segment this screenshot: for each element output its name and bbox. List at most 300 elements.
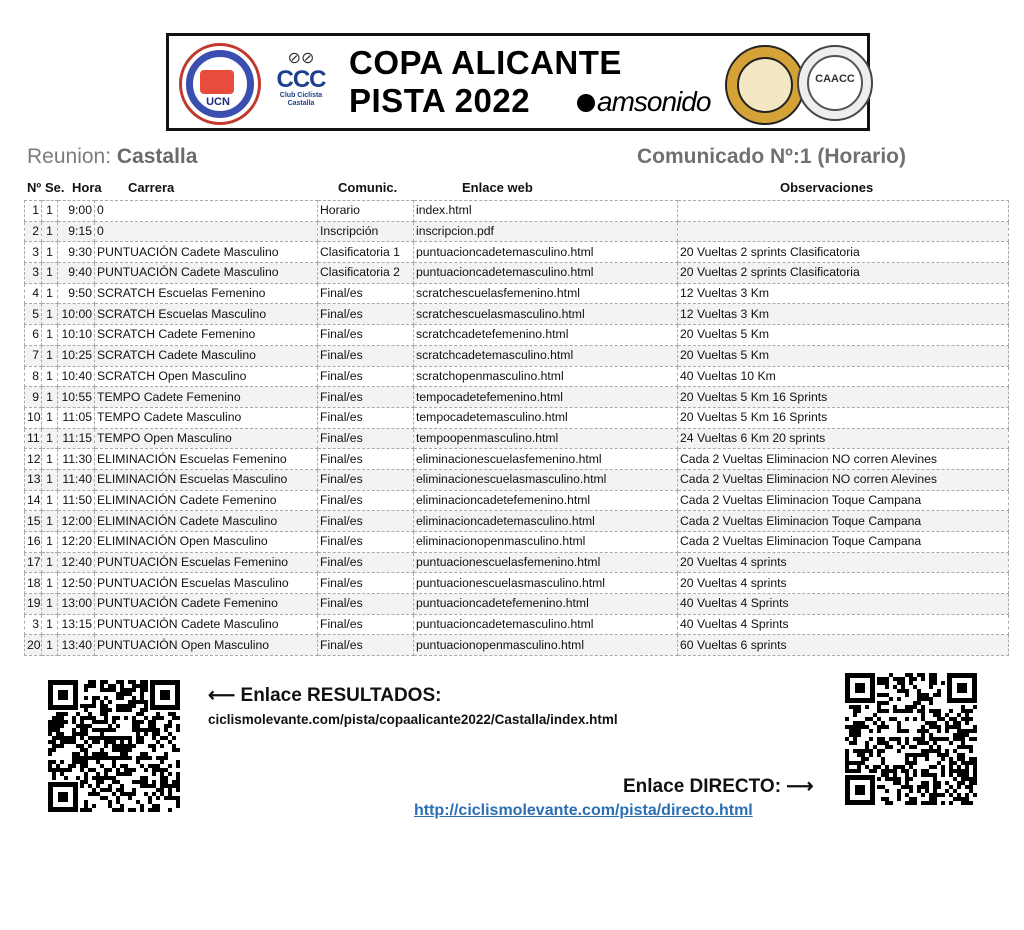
row-num: 10 — [25, 407, 42, 428]
row-session: 1 — [42, 201, 58, 222]
qr-module — [853, 713, 857, 717]
sponsor-logo — [577, 86, 710, 118]
table-row — [25, 345, 1009, 366]
qr-module — [152, 748, 156, 752]
row-observaciones: 20 Vueltas 5 Km — [678, 345, 1009, 366]
row-carrera: PUNTUACIÓN Escuelas Masculino — [95, 573, 318, 594]
row-observaciones: Cada 2 Vueltas Eliminacion NO corren Alevines — [678, 449, 1009, 470]
row-carrera: ELIMINACIÓN Cadete Masculino — [95, 511, 318, 532]
qr-module — [144, 708, 148, 712]
row-carrera: SCRATCH Open Masculino — [95, 366, 318, 387]
row-carrera: ELIMINACIÓN Open Masculino — [95, 532, 318, 553]
row-num: 12 — [25, 449, 42, 470]
row-enlace[interactable]: index.html — [414, 201, 678, 222]
qr-module — [929, 685, 933, 689]
ccc-logo-sub: Club Ciclista Castalla — [279, 92, 323, 107]
qr-module — [144, 688, 148, 692]
row-comunicado: Final/es — [318, 428, 414, 449]
row-enlace[interactable]: eliminacioncadetemasculino.html — [414, 511, 678, 532]
row-carrera: TEMPO Cadete Femenino — [95, 387, 318, 408]
resultados-qr-code[interactable] — [48, 680, 180, 812]
row-carrera: SCRATCH Cadete Masculino — [95, 345, 318, 366]
row-observaciones: Cada 2 Vueltas Eliminacion NO corren Alevines — [678, 469, 1009, 490]
qr-module — [88, 808, 92, 812]
row-enlace[interactable]: puntuacionopenmasculino.html — [414, 635, 678, 656]
qr-module — [913, 761, 917, 765]
qr-module — [969, 749, 973, 753]
qr-module — [152, 772, 156, 776]
ccc-logo — [273, 48, 329, 108]
qr-module — [941, 793, 945, 797]
qr-module — [52, 776, 56, 780]
qr-finder-icon — [48, 782, 78, 812]
qr-module — [176, 716, 180, 720]
table-row — [25, 594, 1009, 615]
qr-module — [857, 733, 861, 737]
row-enlace[interactable]: scratchopenmasculino.html — [414, 366, 678, 387]
row-observaciones: 20 Vueltas 4 sprints — [678, 573, 1009, 594]
qr-module — [160, 716, 164, 720]
qr-module — [144, 732, 148, 736]
qr-module — [140, 720, 144, 724]
row-enlace[interactable]: inscripcion.pdf — [414, 221, 678, 242]
qr-module — [60, 760, 64, 764]
qr-module — [865, 757, 869, 761]
row-hora: 12:40 — [58, 552, 95, 573]
qr-module — [897, 749, 901, 753]
row-observaciones: 20 Vueltas 2 sprints Clasificatoria — [678, 263, 1009, 284]
qr-module — [140, 808, 144, 812]
col-header-hora: Hora — [72, 180, 102, 195]
row-carrera: SCRATCH Escuelas Masculino — [95, 304, 318, 325]
col-header-comunic: Comunic. — [338, 180, 398, 195]
table-row — [25, 325, 1009, 346]
row-comunicado: Final/es — [318, 532, 414, 553]
row-session: 1 — [42, 221, 58, 242]
directo-label: Enlace DIRECTO: ⟶ — [623, 776, 814, 797]
row-num: 20 — [25, 635, 42, 656]
col-header-observaciones: Observaciones — [780, 180, 874, 195]
qr-module — [176, 804, 180, 808]
qr-module — [176, 764, 180, 768]
qr-module — [176, 748, 180, 752]
row-num: 17 — [25, 552, 42, 573]
qr-module — [929, 701, 933, 705]
row-comunicado: Final/es — [318, 511, 414, 532]
qr-module — [100, 780, 104, 784]
qr-module — [84, 688, 88, 692]
qr-module — [168, 772, 172, 776]
row-session: 1 — [42, 449, 58, 470]
table-row — [25, 635, 1009, 656]
qr-module — [92, 684, 96, 688]
table-row — [25, 469, 1009, 490]
row-num: 18 — [25, 573, 42, 594]
qr-finder-icon — [150, 680, 180, 710]
row-hora: 12:00 — [58, 511, 95, 532]
row-observaciones: 40 Vueltas 4 Sprints — [678, 614, 1009, 635]
qr-module — [949, 741, 953, 745]
qr-module — [957, 785, 961, 789]
row-enlace[interactable]: scratchcadetefemenino.html — [414, 325, 678, 346]
qr-module — [909, 789, 913, 793]
row-carrera: ELIMINACIÓN Escuelas Masculino — [95, 469, 318, 490]
qr-module — [905, 693, 909, 697]
table-row — [25, 573, 1009, 594]
qr-module — [48, 752, 52, 756]
qr-module — [869, 737, 873, 741]
qr-module — [116, 716, 120, 720]
qr-module — [941, 801, 945, 805]
row-carrera: PUNTUACIÓN Cadete Masculino — [95, 614, 318, 635]
qr-module — [897, 697, 901, 701]
comunicado-heading: Comunicado Nº:1 (Horario) — [636, 145, 906, 168]
qr-module — [853, 741, 857, 745]
qr-module — [128, 796, 132, 800]
qr-module — [889, 801, 893, 805]
row-session: 1 — [42, 366, 58, 387]
row-num: 9 — [25, 387, 42, 408]
qr-module — [128, 708, 132, 712]
qr-module — [869, 753, 873, 757]
qr-module — [132, 768, 136, 772]
table-row — [25, 532, 1009, 553]
qr-module — [128, 756, 132, 760]
row-comunicado: Final/es — [318, 449, 414, 470]
qr-module — [873, 769, 877, 773]
row-hora: 11:40 — [58, 469, 95, 490]
row-enlace[interactable]: puntuacioncadetemasculino.html — [414, 263, 678, 284]
row-comunicado: Horario — [318, 201, 414, 222]
qr-module — [913, 745, 917, 749]
row-num: 2 — [25, 221, 42, 242]
qr-module — [857, 769, 861, 773]
reunion-label: Reunion: — [27, 145, 112, 168]
qr-module — [933, 765, 937, 769]
qr-module — [144, 768, 148, 772]
qr-finder-icon — [48, 680, 78, 710]
row-comunicado: Final/es — [318, 407, 414, 428]
row-enlace[interactable]: tempocadetefemenino.html — [414, 387, 678, 408]
row-enlace[interactable]: scratchcadetemasculino.html — [414, 345, 678, 366]
row-session: 1 — [42, 283, 58, 304]
row-observaciones: 20 Vueltas 5 Km — [678, 325, 1009, 346]
row-hora: 10:10 — [58, 325, 95, 346]
row-hora: 11:50 — [58, 490, 95, 511]
qr-module — [112, 728, 116, 732]
directo-url[interactable]: http://ciclismolevante.com/pista/directo.html — [414, 802, 753, 819]
qr-module — [941, 757, 945, 761]
row-hora: 10:55 — [58, 387, 95, 408]
qr-module — [132, 704, 136, 708]
row-num: 6 — [25, 325, 42, 346]
qr-module — [973, 705, 977, 709]
qr-module — [176, 728, 180, 732]
ccc-logo-name: CCC — [276, 66, 326, 93]
qr-module — [108, 700, 112, 704]
qr-module — [973, 737, 977, 741]
row-session: 1 — [42, 594, 58, 615]
qr-module — [72, 764, 76, 768]
qr-module — [881, 749, 885, 753]
qr-module — [905, 729, 909, 733]
row-hora: 10:25 — [58, 345, 95, 366]
col-header-carrera: Carrera — [128, 180, 175, 195]
row-carrera: ELIMINACIÓN Escuelas Femenino — [95, 449, 318, 470]
row-comunicado: Final/es — [318, 283, 414, 304]
row-session: 1 — [42, 511, 58, 532]
qr-module — [52, 748, 56, 752]
qr-module — [949, 709, 953, 713]
row-num: 19 — [25, 594, 42, 615]
qr-module — [933, 681, 937, 685]
row-num: 3 — [25, 614, 42, 635]
qr-module — [68, 768, 72, 772]
qr-module — [156, 808, 160, 812]
qr-module — [176, 788, 180, 792]
row-observaciones: Cada 2 Vueltas Eliminacion Toque Campana — [678, 490, 1009, 511]
row-comunicado: Final/es — [318, 345, 414, 366]
row-hora: 12:20 — [58, 532, 95, 553]
row-observaciones: 40 Vueltas 4 Sprints — [678, 594, 1009, 615]
row-carrera: 0 — [95, 201, 318, 222]
qr-module — [877, 729, 881, 733]
row-session: 1 — [42, 469, 58, 490]
row-num: 5 — [25, 304, 42, 325]
row-comunicado: Clasificatoria 2 — [318, 263, 414, 284]
qr-module — [160, 744, 164, 748]
qr-module — [865, 705, 869, 709]
qr-module — [164, 756, 168, 760]
row-carrera: 0 — [95, 221, 318, 242]
qr-module — [889, 697, 893, 701]
qr-module — [909, 709, 913, 713]
table-row — [25, 407, 1009, 428]
row-comunicado: Final/es — [318, 325, 414, 346]
row-session: 1 — [42, 263, 58, 284]
table-row — [25, 201, 1009, 222]
qr-module — [88, 744, 92, 748]
row-observaciones: 20 Vueltas 4 sprints — [678, 552, 1009, 573]
col-header-se: Se. — [45, 180, 65, 195]
qr-module — [921, 793, 925, 797]
row-enlace[interactable]: tempocadetemasculino.html — [414, 407, 678, 428]
row-enlace[interactable]: puntuacioncadetemasculino.html — [414, 614, 678, 635]
row-enlace[interactable]: scratchescuelasfemenino.html — [414, 283, 678, 304]
row-comunicado: Final/es — [318, 552, 414, 573]
qr-module — [897, 797, 901, 801]
qr-module — [969, 709, 973, 713]
row-comunicado: Final/es — [318, 635, 414, 656]
row-hora: 11:05 — [58, 407, 95, 428]
qr-module — [132, 792, 136, 796]
qr-module — [845, 717, 849, 721]
table-row — [25, 221, 1009, 242]
row-session: 1 — [42, 325, 58, 346]
qr-module — [909, 777, 913, 781]
row-session: 1 — [42, 242, 58, 263]
qr-module — [921, 677, 925, 681]
qr-module — [168, 764, 172, 768]
col-header-enlace: Enlace web — [462, 180, 533, 195]
row-num: 3 — [25, 263, 42, 284]
qr-module — [913, 773, 917, 777]
row-session: 1 — [42, 552, 58, 573]
qr-module — [84, 696, 88, 700]
row-hora: 11:15 — [58, 428, 95, 449]
qr-module — [905, 717, 909, 721]
qr-module — [913, 717, 917, 721]
row-observaciones: Cada 2 Vueltas Eliminacion Toque Campana — [678, 511, 1009, 532]
row-enlace[interactable]: eliminacioncadetefemenino.html — [414, 490, 678, 511]
row-enlace[interactable]: puntuacionescuelasmasculino.html — [414, 573, 678, 594]
row-enlace[interactable]: eliminacionescuelasfemenino.html — [414, 449, 678, 470]
row-hora: 13:00 — [58, 594, 95, 615]
qr-module — [945, 729, 949, 733]
row-enlace[interactable]: eliminacionopenmasculino.html — [414, 532, 678, 553]
row-session: 1 — [42, 573, 58, 594]
qr-module — [973, 793, 977, 797]
row-enlace[interactable]: eliminacionescuelasmasculino.html — [414, 469, 678, 490]
row-observaciones: 40 Vueltas 10 Km — [678, 366, 1009, 387]
table-row — [25, 552, 1009, 573]
row-num: 8 — [25, 366, 42, 387]
qr-module — [885, 685, 889, 689]
caacc-seal-logo — [797, 45, 873, 121]
table-row — [25, 490, 1009, 511]
row-observaciones: Cada 2 Vueltas Eliminacion Toque Campana — [678, 532, 1009, 553]
row-hora: 9:30 — [58, 242, 95, 263]
qr-finder-icon — [845, 673, 875, 703]
row-hora: 9:40 — [58, 263, 95, 284]
qr-module — [156, 796, 160, 800]
row-enlace[interactable]: puntuacioncadetefemenino.html — [414, 594, 678, 615]
row-session: 1 — [42, 532, 58, 553]
qr-module — [108, 708, 112, 712]
row-num: 1 — [25, 201, 42, 222]
row-carrera: TEMPO Open Masculino — [95, 428, 318, 449]
qr-module — [124, 716, 128, 720]
directo-qr-code[interactable] — [845, 673, 977, 805]
qr-module — [937, 785, 941, 789]
row-session: 1 — [42, 428, 58, 449]
qr-module — [128, 748, 132, 752]
qr-module — [104, 744, 108, 748]
qr-module — [168, 724, 172, 728]
row-carrera: SCRATCH Escuelas Femenino — [95, 283, 318, 304]
row-comunicado: Final/es — [318, 594, 414, 615]
qr-module — [80, 784, 84, 788]
qr-module — [901, 745, 905, 749]
qr-module — [160, 760, 164, 764]
table-row — [25, 449, 1009, 470]
qr-module — [885, 701, 889, 705]
cycling-seal-logo — [725, 45, 805, 125]
row-hora: 9:50 — [58, 283, 95, 304]
row-observaciones — [678, 201, 1009, 222]
qr-module — [925, 757, 929, 761]
row-carrera: PUNTUACIÓN Escuelas Femenino — [95, 552, 318, 573]
row-num: 7 — [25, 345, 42, 366]
union-ciclista-logo — [179, 43, 261, 125]
row-num: 16 — [25, 532, 42, 553]
banner-title-line2: PISTA 2022 — [349, 82, 531, 119]
qr-module — [973, 781, 977, 785]
qr-module — [913, 801, 917, 805]
qr-module — [96, 740, 100, 744]
row-enlace[interactable]: puntuacionescuelasfemenino.html — [414, 552, 678, 573]
reunion-heading — [27, 145, 197, 169]
qr-module — [60, 744, 64, 748]
row-hora: 12:50 — [58, 573, 95, 594]
row-session: 1 — [42, 387, 58, 408]
row-carrera: SCRATCH Cadete Femenino — [95, 325, 318, 346]
row-hora: 13:40 — [58, 635, 95, 656]
sponsor-name: amsonido — [597, 86, 711, 117]
qr-module — [973, 729, 977, 733]
qr-finder-icon — [947, 673, 977, 703]
row-session: 1 — [42, 304, 58, 325]
qr-module — [877, 777, 881, 781]
resultados-url[interactable]: ciclismolevante.com/pista/copaalicante2022/Castalla/index.html — [208, 712, 618, 727]
qr-module — [92, 704, 96, 708]
row-enlace[interactable]: tempoopenmasculino.html — [414, 428, 678, 449]
table-row — [25, 263, 1009, 284]
qr-module — [933, 801, 937, 805]
row-observaciones: 20 Vueltas 2 sprints Clasificatoria — [678, 242, 1009, 263]
row-comunicado: Final/es — [318, 366, 414, 387]
row-observaciones: 20 Vueltas 5 Km 16 Sprints — [678, 387, 1009, 408]
qr-module — [969, 717, 973, 721]
row-hora: 13:15 — [58, 614, 95, 635]
row-comunicado: Final/es — [318, 490, 414, 511]
row-num: 14 — [25, 490, 42, 511]
table-row — [25, 511, 1009, 532]
row-observaciones: 12 Vueltas 3 Km — [678, 304, 1009, 325]
row-comunicado: Final/es — [318, 304, 414, 325]
union-ciclista-logo-text: UCN — [206, 96, 230, 108]
row-num: 13 — [25, 469, 42, 490]
table-row — [25, 366, 1009, 387]
row-hora: 10:00 — [58, 304, 95, 325]
row-carrera: ELIMINACIÓN Cadete Femenino — [95, 490, 318, 511]
row-num: 11 — [25, 428, 42, 449]
row-enlace[interactable]: scratchescuelasmasculino.html — [414, 304, 678, 325]
qr-finder-icon — [845, 775, 875, 805]
qr-module — [937, 693, 941, 697]
qr-module — [937, 729, 941, 733]
row-enlace[interactable]: puntuacioncadetemasculino.html — [414, 242, 678, 263]
qr-module — [168, 808, 172, 812]
table-row — [25, 387, 1009, 408]
qr-module — [120, 808, 124, 812]
row-num: 3 — [25, 242, 42, 263]
row-hora: 9:15 — [58, 221, 95, 242]
row-observaciones: 24 Vueltas 6 Km 20 sprints — [678, 428, 1009, 449]
row-session: 1 — [42, 407, 58, 428]
qr-module — [64, 776, 68, 780]
table-row — [25, 304, 1009, 325]
qr-module — [857, 709, 861, 713]
row-comunicado: Final/es — [318, 469, 414, 490]
table-row — [25, 614, 1009, 635]
qr-module — [132, 744, 136, 748]
qr-module — [148, 756, 152, 760]
qr-module — [869, 729, 873, 733]
row-observaciones: 60 Vueltas 6 sprints — [678, 635, 1009, 656]
row-session: 1 — [42, 614, 58, 635]
qr-module — [969, 801, 973, 805]
